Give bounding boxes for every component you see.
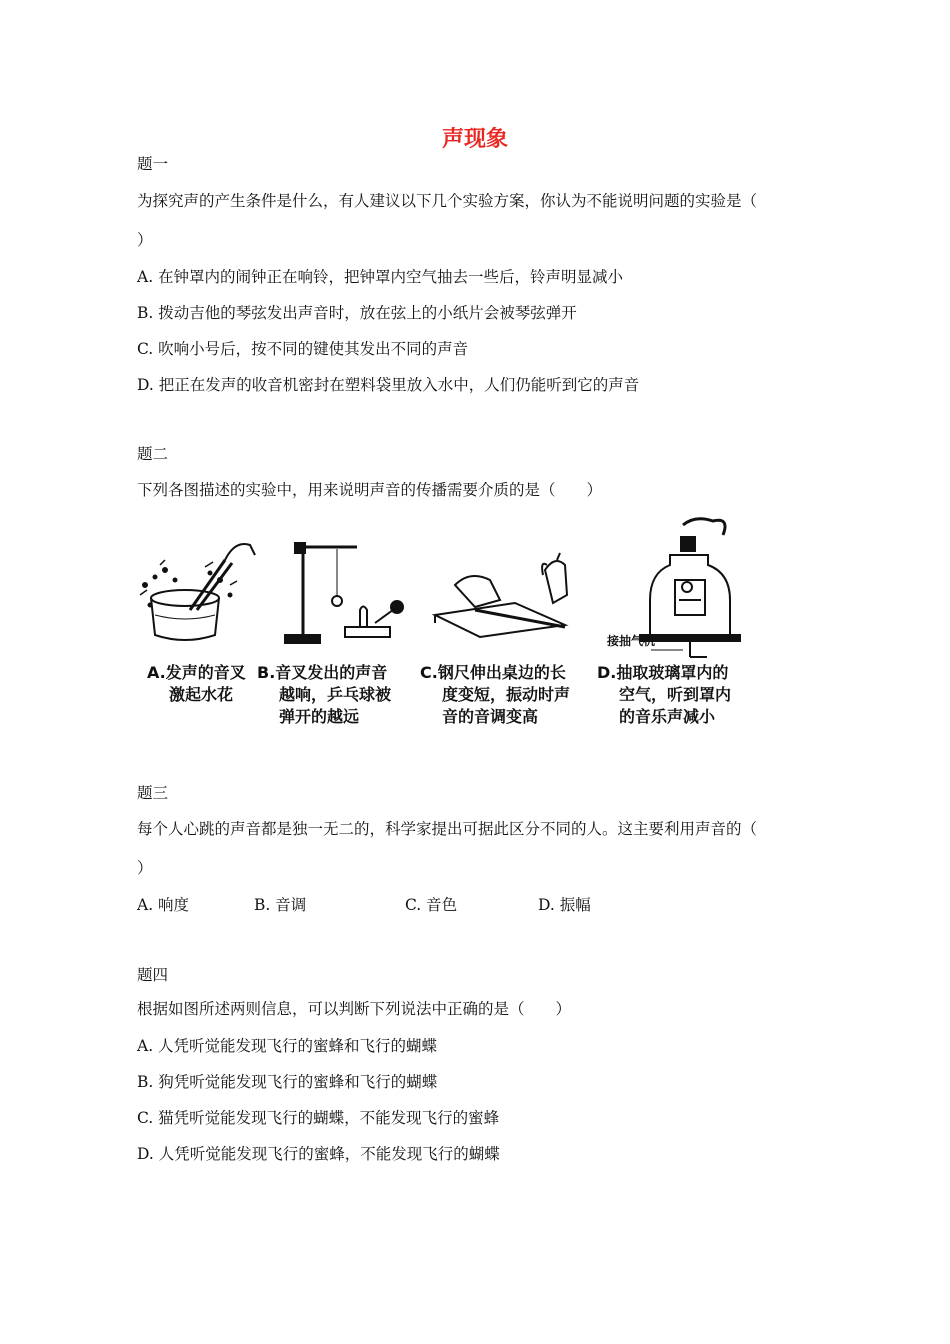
caption-c — [420, 662, 570, 728]
q2-stem: 下列各图描述的实验中，用来说明声音的传播需要介质的是（ ） — [137, 481, 603, 499]
page-title: 声现象 — [441, 127, 508, 152]
caption-a — [147, 662, 246, 706]
caption-c-letter: C. — [420, 663, 438, 682]
q3-option-a: A. 响度 — [137, 896, 190, 914]
caption-a-letter: A. — [147, 663, 166, 682]
q4-option-b: B. 狗凭听觉能发现飞行的蜜蜂和飞行的蝴蝶 — [137, 1073, 438, 1091]
caption-d-letter: D. — [597, 663, 617, 682]
q1-heading: 题一 — [137, 155, 169, 173]
q1-stem-line1: 为探究声的产生条件是什么，有人建议以下几个实验方案，你认为不能说明问题的实验是（ — [137, 192, 758, 210]
q1-option-b: B. 拨动吉他的琴弦发出声音时，放在弦上的小纸片会被琴弦弹开 — [137, 304, 577, 322]
caption-a-line1: 发声的音叉 — [165, 663, 246, 682]
q2-heading: 题二 — [137, 445, 169, 463]
caption-b — [257, 662, 391, 728]
steel-ruler-illustration — [435, 553, 567, 637]
q3-option-d: D. 振幅 — [538, 896, 591, 914]
q4-option-a: A. 人凭听觉能发现飞行的蜜蜂和飞行的蝴蝶 — [137, 1037, 438, 1055]
caption-d-line1: 抽取玻璃罩内的 — [616, 663, 729, 682]
caption-d — [597, 662, 731, 728]
tuning-fork-water-illustration — [140, 544, 255, 640]
caption-b-letter: B. — [257, 663, 276, 682]
q4-heading: 题四 — [137, 966, 169, 984]
caption-c-line3: 音的音调变高 — [442, 707, 539, 726]
caption-c-line1: 钢尺伸出桌边的长 — [437, 663, 566, 682]
caption-c-line2: 度变短，振动时声 — [442, 685, 571, 704]
pump-label: 接抽气机 — [607, 634, 656, 648]
q3-heading: 题三 — [137, 784, 169, 802]
caption-a-line2: 激起水花 — [169, 685, 234, 704]
q4-option-c: C. 猫凭听觉能发现飞行的蝴蝶，不能发现飞行的蜜蜂 — [137, 1109, 500, 1127]
q1-option-a: A. 在钟罩内的闹钟正在响铃，把钟罩内空气抽去一些后，铃声明显减小 — [137, 268, 624, 286]
tuning-fork-pingpong-illustration — [285, 543, 403, 643]
q3-option-c: C. 音色 — [405, 896, 458, 914]
q3-option-b: B. 音调 — [254, 896, 307, 914]
q1-option-c: C. 吹响小号后，按不同的键使其发出不同的声音 — [137, 340, 469, 358]
q2-experiment-figure — [135, 515, 815, 730]
caption-d-line3: 的音乐声减小 — [619, 707, 716, 726]
q4-option-d: D. 人凭听觉能发现飞行的蜜蜂，不能发现飞行的蝴蝶 — [137, 1145, 500, 1163]
caption-b-line2: 越响，乒乓球被 — [279, 685, 392, 704]
q4-stem: 根据如图所述两则信息，可以判断下列说法中正确的是（ ） — [137, 1000, 572, 1018]
q3-stem-line1: 每个人心跳的声音都是独一无二的，科学家提出可据此区分不同的人。这主要利用声音的（ — [137, 820, 758, 838]
caption-d-line2: 空气，听到罩内 — [619, 685, 732, 704]
q1-stem-line2: ） — [137, 231, 153, 249]
caption-b-line1: 音叉发出的声音 — [275, 663, 388, 682]
q1-option-d: D. 把正在发声的收音机密封在塑料袋里放入水中，人们仍能听到它的声音 — [137, 376, 640, 394]
q3-stem-line2: ） — [137, 859, 153, 877]
caption-b-line3: 弹开的越远 — [279, 707, 360, 726]
